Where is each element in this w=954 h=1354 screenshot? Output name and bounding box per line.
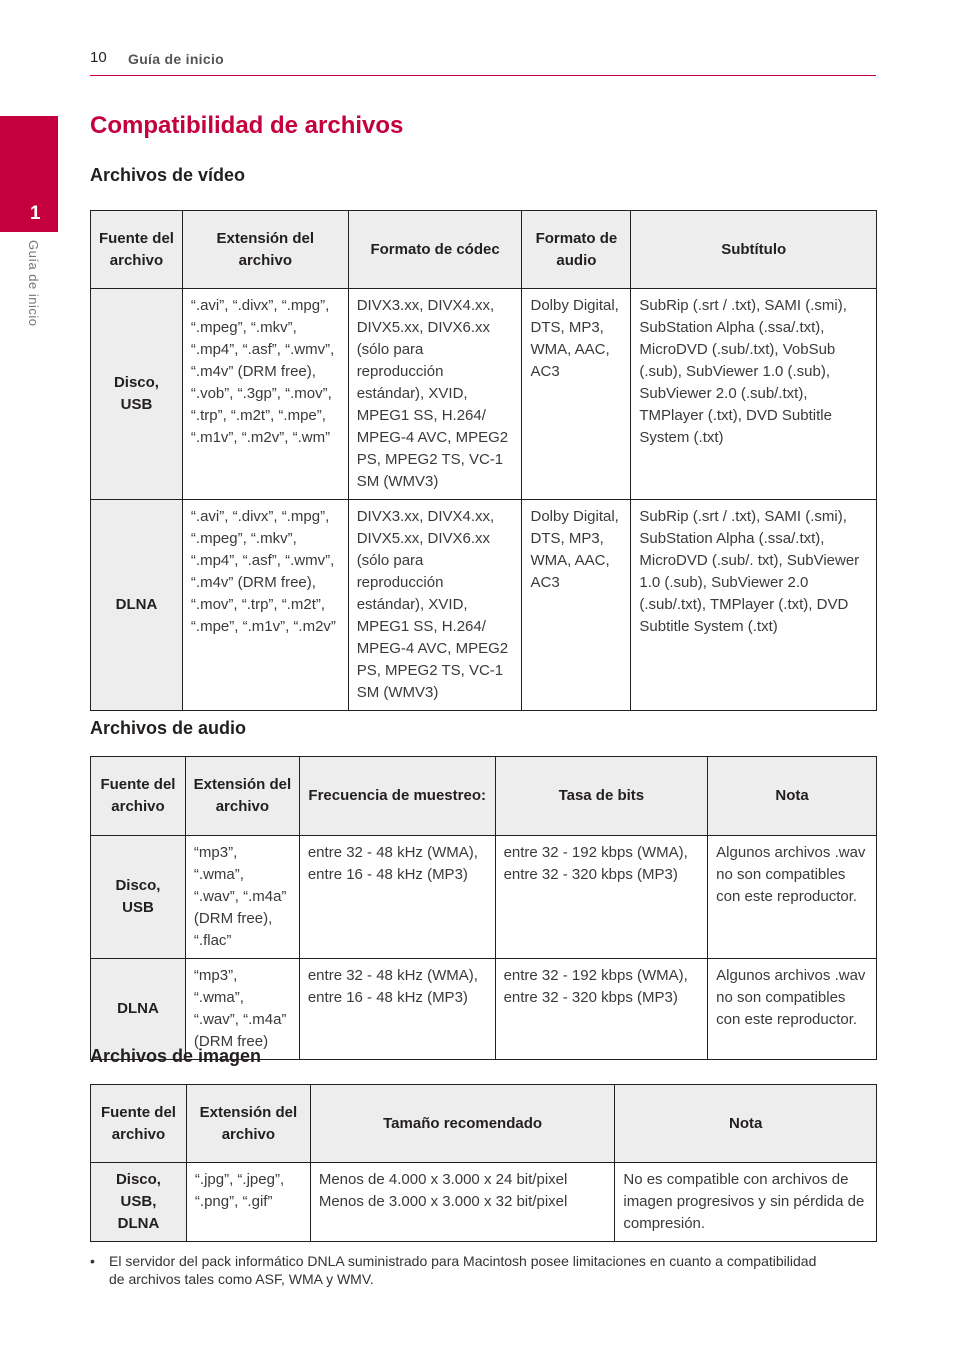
extension-cell: “mp3”, “.wma”, “.wav”, “.m4a” (DRM free), “.flac” (185, 836, 299, 959)
frequency-cell: entre 32 - 48 kHz (WMA), entre 16 - 48 kHz (MP3) (299, 959, 495, 1060)
audio-section-heading: Archivos de audio (90, 718, 247, 738)
table-row (91, 836, 877, 959)
image-section-heading: Archivos de imagen (90, 1046, 262, 1066)
codec-cell: DIVX3.xx, DIVX4.xx, DIVX5.xx, DIVX6.xx (sólo para reproducción estándar), XVID, MPEG1 SS, H.264/ MPEG-4 AVC, MPEG2 PS, MPEG2 TS, VC-1 SM (WMV3) (348, 289, 522, 500)
column-header: Extensión del archivo (185, 757, 299, 836)
column-header: Extensión del archivo (186, 1085, 310, 1163)
column-header: Fuente del archivo (91, 211, 183, 289)
chapter-tab (0, 116, 58, 232)
chapter-number: 1 (30, 203, 41, 224)
page-header (90, 49, 876, 76)
size-line: Menos de 4.000 x 3.000 x 24 bit/pixel (318, 1171, 568, 1188)
column-header: Tasa de bits (495, 757, 708, 836)
audio-table (90, 756, 877, 1060)
frequency-cell: entre 32 - 48 kHz (WMA), entre 16 - 48 kHz (MP3) (299, 836, 495, 959)
audio-format-cell: Dolby Digital, DTS, MP3, WMA, AAC, AC3 (522, 500, 631, 711)
column-header: Fuente del archivo (91, 1085, 187, 1163)
source-cell: Disco, USB (91, 836, 186, 959)
video-section-heading: Archivos de vídeo (90, 165, 246, 185)
source-cell: Disco, USB (91, 289, 183, 500)
column-header: Nota (615, 1085, 877, 1163)
running-head: Guía de inicio (128, 51, 224, 67)
subtitle-cell: SubRip (.srt / .txt), SAMI (.smi), SubStation Alpha (.ssa/.txt), MicroDVD (.sub/. txt), SubViewer 1.0 (.sub), SubViewer 2.0 (.sub/.txt), TMPlayer (.txt), DVD Subtitle System (.txt) (631, 500, 877, 711)
table-header-row (91, 1085, 877, 1163)
note-cell: No es compatible con archivos de imagen progresivos y sin pérdida de compresión. (615, 1163, 877, 1242)
bullet-icon: • (90, 1253, 95, 1269)
column-header: Fuente del archivo (91, 757, 186, 836)
column-header: Subtítulo (631, 211, 877, 289)
table-row (91, 1163, 877, 1242)
table-header-row (91, 757, 877, 836)
table-header-row (91, 211, 877, 289)
column-header: Extensión del archivo (182, 211, 348, 289)
column-header: Formato de audio (522, 211, 631, 289)
column-header: Frecuencia de muestreo: (299, 757, 495, 836)
audio-format-cell: Dolby Digital, DTS, MP3, WMA, AAC, AC3 (522, 289, 631, 500)
table-row (91, 500, 877, 711)
source-cell: DLNA (91, 500, 183, 711)
extension-cell: “.avi”, “.divx”, “.mpg”, “.mpeg”, “.mkv”, “.mp4”, “.asf”, “.wmv”, “.m4v” (DRM free), “.vob”, “.3gp”, “.mov”, “.trp”, “.m2t”, “.mpe”, “.m1v”, “.m2v”, “.wm” (182, 289, 348, 500)
extension-cell: “.avi”, “.divx”, “.mpg”, “.mpeg”, “.mkv”, “.mp4”, “.asf”, “.wmv”, “.m4v” (DRM free), “.mov”, “.trp”, “.m2t”, “.mpe”, “.m1v”, “.m2v” (182, 500, 348, 711)
source-cell: DLNA (91, 959, 186, 1060)
subtitle-cell: SubRip (.srt / .txt), SAMI (.smi), SubStation Alpha (.ssa/.txt), MicroDVD (.sub/.txt), VobSub (.sub), SubViewer 1.0 (.sub), SubViewer 2.0 (.sub/.txt), TMPlayer (.txt), DVD Subtitle System (.txt) (631, 289, 877, 500)
page-number: 10 (90, 49, 107, 66)
size-cell (310, 1163, 615, 1242)
note-cell: Algunos archivos .wav no son compatibles con este reproductor. (708, 836, 877, 959)
column-header: Tamaño recomendado (310, 1085, 615, 1163)
note-cell: Algunos archivos .wav no son compatibles con este reproductor. (708, 959, 877, 1060)
extension-cell: “mp3”, “.wma”, “.wav”, “.m4a” (DRM free) (185, 959, 299, 1060)
source-cell: Disco, USB, DLNA (91, 1163, 187, 1242)
chapter-label: Guía de inicio (26, 240, 41, 327)
bitrate-cell: entre 32 - 192 kbps (WMA), entre 32 - 320 kbps (MP3) (495, 959, 708, 1060)
bitrate-cell: entre 32 - 192 kbps (WMA), entre 32 - 320 kbps (MP3) (495, 836, 708, 959)
codec-cell: DIVX3.xx, DIVX4.xx, DIVX5.xx, DIVX6.xx (sólo para reproducción estándar), XVID, MPEG1 SS, H.264/ MPEG-4 AVC, MPEG2 PS, MPEG2 TS, VC-1 SM (WMV3) (348, 500, 522, 711)
column-header: Formato de códec (348, 211, 522, 289)
column-header: Nota (708, 757, 877, 836)
table-row (91, 959, 877, 1060)
video-table (90, 210, 877, 711)
extension-cell: “.jpg”, “.jpeg”, “.png”, “.gif” (186, 1163, 310, 1242)
image-table (90, 1084, 877, 1242)
page-title: Compatibilidad de archivos (90, 112, 404, 139)
size-line: Menos de 3.000 x 3.000 x 32 bit/pixel (318, 1193, 568, 1210)
table-row (91, 289, 877, 500)
footnote-text: El servidor del pack informático DNLA suministrado para Macintosh posee limitaciones en cuanto a compatibilidad de archivos tales como ASF, WMA y WMV. (109, 1253, 817, 1287)
